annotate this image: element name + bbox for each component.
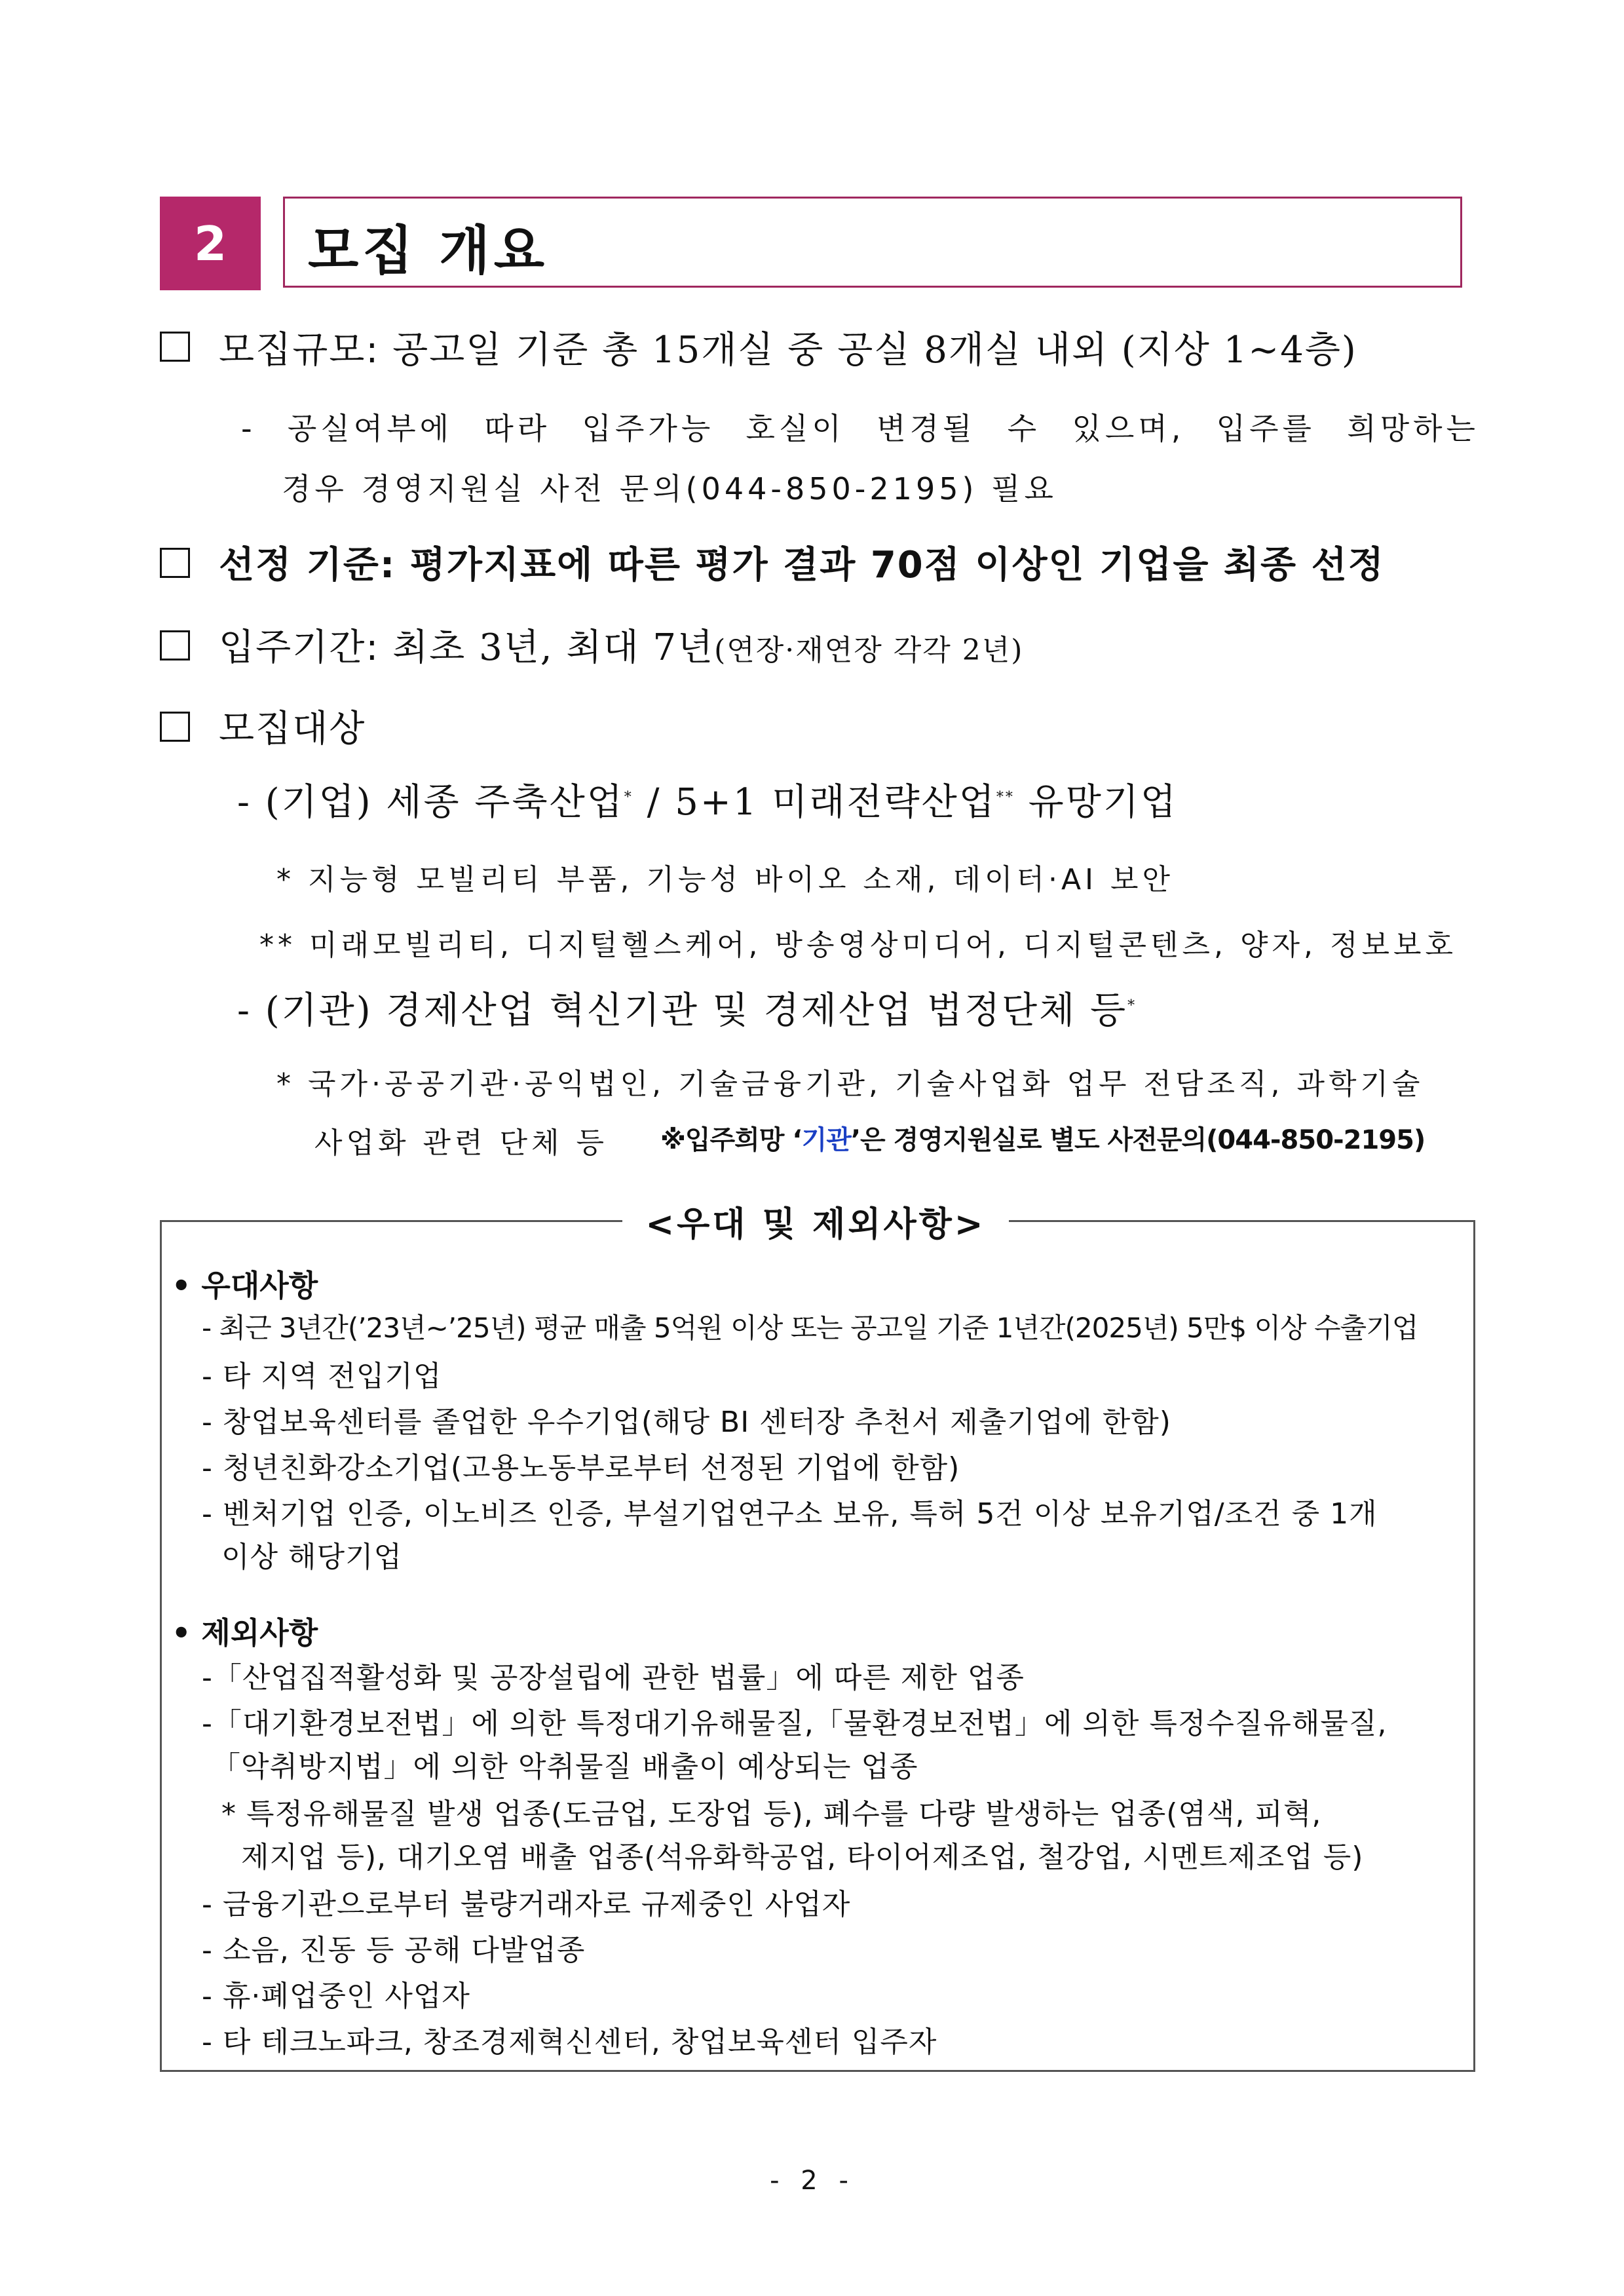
excluded-item: - 타 테크노파크, 창조경제혁신센터, 창업보육센터 입주자	[202, 2025, 937, 2059]
preferred-item: - 최근 3년간(’23년~’25년) 평균 매출 5억원 이상 또는 공고일 기준 1년간(2025년) 5만$ 이상 수출기업	[202, 1312, 1418, 1344]
scale-text: 공고일 기준 총 15개실 중 공실 8개실 내외 (지상 1~4층)	[392, 329, 1357, 372]
company-end: 유망기업	[1014, 781, 1179, 824]
preferred-item: - 타 지역 전입기업	[202, 1360, 442, 1393]
criteria-label: 선정 기준:	[219, 544, 396, 586]
excluded-item: 「악취방지법」에 의한 악취물질 배출이 예상되는 업종	[202, 1750, 918, 1784]
preferred-item: - 벤처기업 인증, 이노비즈 인증, 부설기업연구소 보유, 특허 5건 이상 보유기업/조건 중 1개	[202, 1497, 1378, 1531]
excluded-item: * 특정유해물질 발생 업종(도금업, 도장업 등), 폐수를 다량 발생하는 업종(염색, 피혁,	[202, 1797, 1322, 1831]
excluded-item: -「대기환경보전법」에 의한 특정대기유해물질,「물환경보전법」에 의한 특정수질유해물질,	[202, 1707, 1388, 1740]
excluded-item: - 소음, 진동 등 공해 다발업종	[202, 1934, 586, 1967]
checkbox-icon	[160, 332, 190, 362]
checkbox-icon	[160, 548, 190, 578]
excluded-item: - 휴·폐업중인 사업자	[202, 1980, 470, 2013]
excluded-heading: • 제외사항	[172, 1615, 318, 1651]
excluded-item: 제지업 등), 대기오염 배출 업종(석유화학공업, 타이어제조업, 철강업, 시멘트제조업 등)	[202, 1841, 1364, 1874]
org-note3-pre: ※입주희망 ‘	[660, 1125, 802, 1155]
org-note1: * 국가·공공기관·공익법인, 기술금융기관, 기술사업화 업무 전담조직, 과학기술	[276, 1067, 1424, 1101]
preferred-item: 이상 해당기업	[202, 1540, 402, 1574]
org-note2: 사업화 관련 단체 등	[314, 1126, 608, 1160]
preferred-item: - 창업보육센터를 졸업한 우수기업(해당 BI 센터장 추천서 제출기업에 한함)	[202, 1406, 1171, 1439]
org-star: *	[1127, 997, 1137, 1014]
org-text: - (기관) 경제산업 혁신기관 및 경제산업 법정단체 등	[237, 989, 1128, 1032]
period-label: 입주기간:	[219, 626, 380, 669]
period-text: 최초 3년, 최대 7년	[392, 626, 715, 669]
company-note2: ** 미래모빌리티, 디지털헬스케어, 방송영상미디어, 디지털콘텐츠, 양자, 정보보호	[259, 928, 1457, 962]
target-org	[237, 982, 1137, 1034]
criteria-text: 평가지표에 따른 평가 결과 70점 이상인 기업을 최종 선정	[409, 544, 1385, 586]
scale-item	[219, 321, 1357, 373]
scale-note-line1: - 공실여부에 따라 입주가능 호실이 변경될 수 있으며, 입주를 희망하는	[241, 411, 1479, 446]
excluded-item: - 금융기관으로부터 불량거래자로 규제중인 사업자	[202, 1888, 851, 1921]
org-note3-post: ’은 경영지원실로 별도 사전문의(044-850-2195)	[850, 1125, 1426, 1155]
preferred-heading: • 우대사항	[172, 1268, 318, 1303]
target-label: 모집대상	[219, 708, 366, 750]
company-star2: **	[996, 789, 1015, 806]
period-paren: (연장·재연장 각각 2년)	[714, 634, 1024, 667]
company-text: - (기업) 세종 주축산업	[237, 781, 624, 824]
criteria-item	[219, 536, 1385, 588]
period-item	[219, 619, 1023, 671]
excluded-item: -「산업집적활성화 및 공장설립에 관한 법률」에 따른 제한 업종	[202, 1661, 1025, 1694]
notes-title: <우대 및 제외사항>	[645, 1205, 986, 1244]
section-number: 2	[160, 197, 261, 290]
company-note1: * 지능형 모빌리티 부품, 기능성 바이오 소재, 데이터·AI 보안	[276, 863, 1175, 896]
preferred-item: - 청년친화강소기업(고용노동부로부터 선정된 기업에 한함)	[202, 1451, 960, 1485]
org-note3-blue: 기관	[801, 1125, 851, 1155]
scale-label: 모집규모:	[219, 329, 380, 372]
org-note3	[660, 1119, 1425, 1157]
checkbox-icon	[160, 712, 190, 742]
company-star: *	[624, 789, 633, 806]
checkbox-icon	[160, 630, 190, 660]
page-number: - 2 -	[770, 2166, 855, 2196]
target-company	[237, 773, 1178, 826]
scale-note-line2: 경우 경영지원실 사전 문의(044-850-2195) 필요	[282, 471, 1057, 507]
company-mid: / 5+1 미래전략산업	[633, 781, 996, 824]
section-title: 모집 개요	[308, 220, 548, 281]
